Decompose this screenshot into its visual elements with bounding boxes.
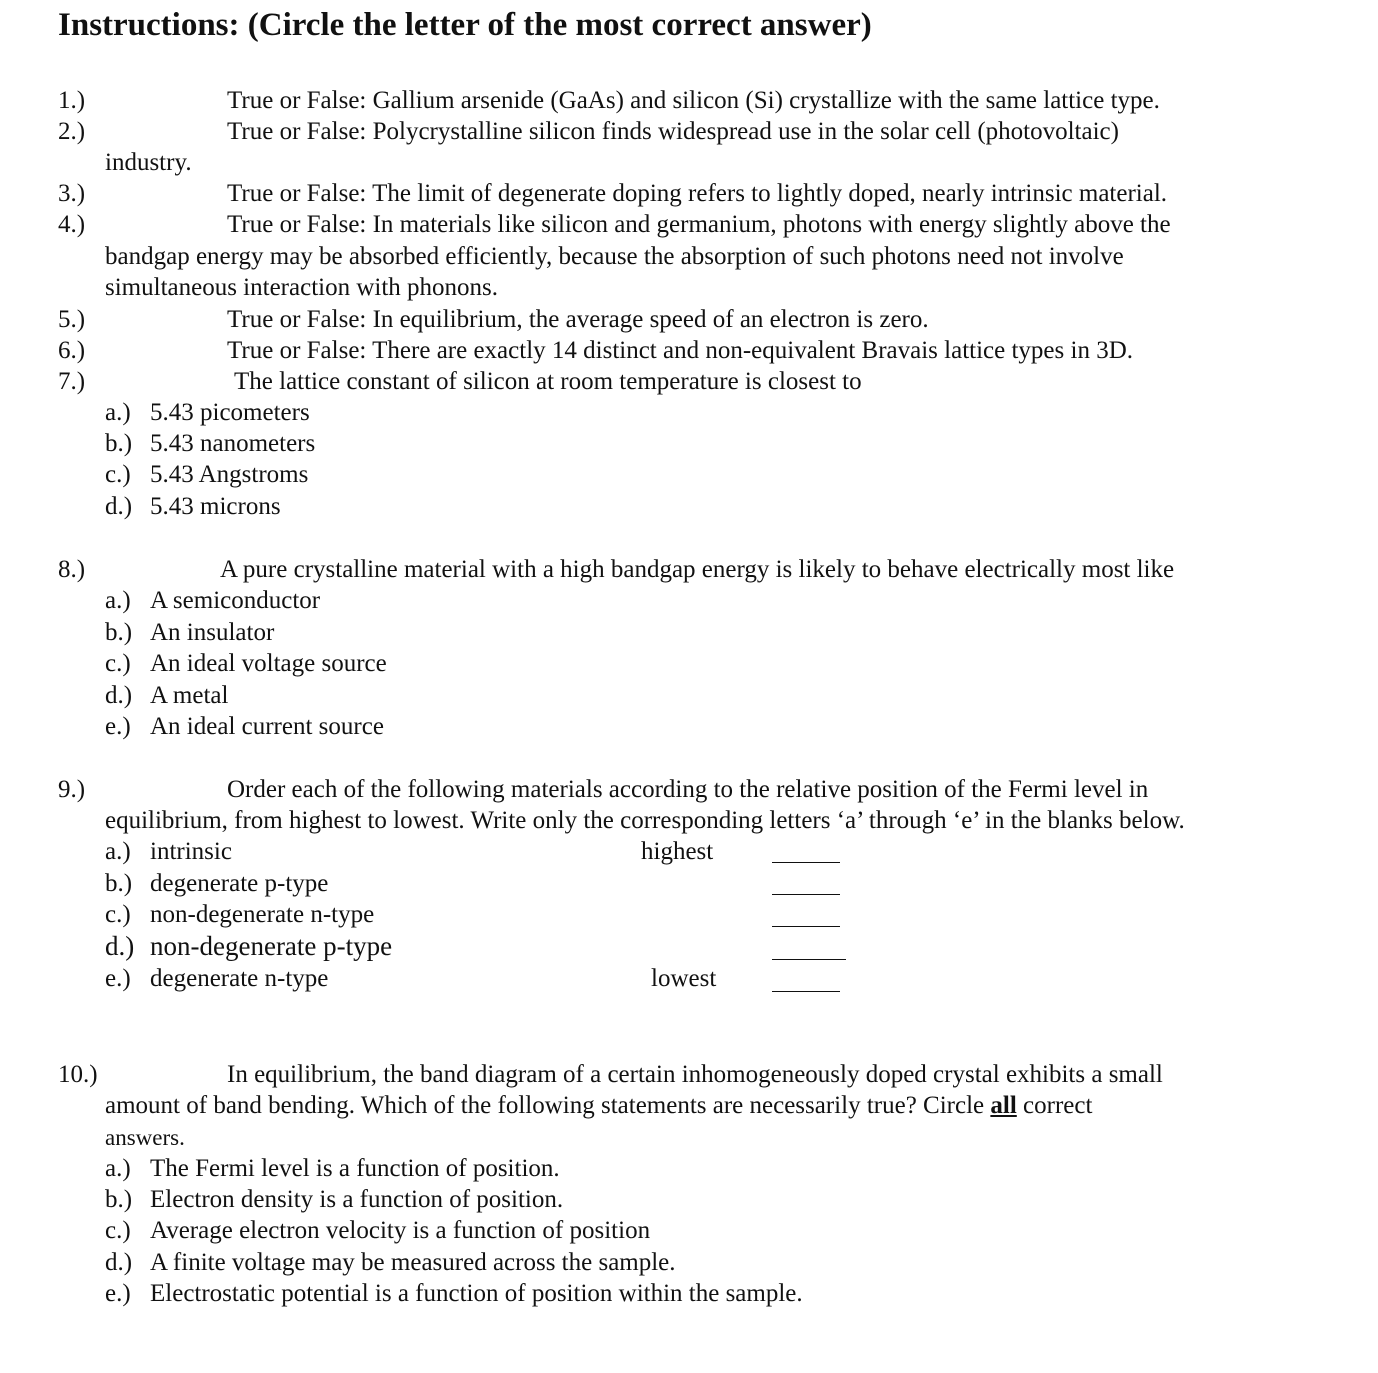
q9-continuation: equilibrium, from highest to lowest. Write only the corresponding letters ‘a’ through ‘e’ in the blanks below. xyxy=(105,807,1185,834)
q6-text: True or False: There are exactly 14 distinct and non-equivalent Bravais lattice types in 3D. xyxy=(227,337,1134,364)
q1-text: True or False: Gallium arsenide (GaAs) and silicon (Si) crystallize with the same lattice type. xyxy=(227,87,1160,114)
option-text: Electron density is a function of position. xyxy=(150,1186,564,1213)
option-text: 5.43 Angstroms xyxy=(150,461,309,488)
option-letter[interactable]: d.) xyxy=(105,493,133,520)
option-letter[interactable]: d.) xyxy=(105,682,133,709)
q9-number: 9.) xyxy=(58,776,86,803)
answer-blank[interactable] xyxy=(772,991,840,992)
option-text: non-degenerate p-type xyxy=(150,931,393,961)
option-letter[interactable]: c.) xyxy=(105,461,131,488)
q4-number: 4.) xyxy=(58,211,86,238)
option-letter: d.) xyxy=(105,931,135,961)
option-text: The Fermi level is a function of position. xyxy=(150,1155,560,1182)
q10-emphasis: all xyxy=(990,1092,1017,1119)
option-text: An insulator xyxy=(150,619,275,646)
option-text: Electrostatic potential is a function of position within the sample. xyxy=(150,1280,803,1307)
q10-text: In equilibrium, the band diagram of a certain inhomogeneously doped crystal exhibits a small xyxy=(227,1061,1163,1088)
q8-number: 8.) xyxy=(58,556,86,583)
q7-text: The lattice constant of silicon at room temperature is closest to xyxy=(234,368,862,395)
option-text: A semiconductor xyxy=(150,587,321,614)
option-text: 5.43 nanometers xyxy=(150,430,316,457)
answer-blank[interactable] xyxy=(772,894,840,895)
q9-text: Order each of the following materials according to the relative position of the Fermi level in xyxy=(227,776,1149,803)
option-letter: c.) xyxy=(105,901,131,928)
highest-label: highest xyxy=(641,838,714,865)
option-text: non-degenerate n-type xyxy=(150,901,375,928)
option-letter[interactable]: d.) xyxy=(105,1249,133,1276)
option-text: An ideal voltage source xyxy=(150,650,387,677)
option-letter[interactable]: b.) xyxy=(105,619,133,646)
answer-blank[interactable] xyxy=(772,926,840,927)
option-letter: e.) xyxy=(105,965,131,992)
option-letter[interactable]: c.) xyxy=(105,650,131,677)
q10-cont-pre: amount of band bending. Which of the following statements are necessarily true? Circle xyxy=(105,1092,991,1119)
q2-text: True or False: Polycrystalline silicon finds widespread use in the solar cell (photovoltaic) xyxy=(227,118,1119,145)
q10-continuation-2: answers. xyxy=(105,1125,185,1150)
q10-cont-post: correct xyxy=(1016,1092,1093,1119)
q4-continuation-1: bandgap energy may be absorbed efficiently, because the absorption of such photons need not involve xyxy=(105,243,1124,270)
answer-blank[interactable] xyxy=(772,862,840,863)
q10-number: 10.) xyxy=(58,1061,98,1088)
page-title: Instructions: (Circle the letter of the most correct answer) xyxy=(58,7,872,43)
q6-number: 6.) xyxy=(58,337,86,364)
lowest-label: lowest xyxy=(651,965,717,992)
option-text: A finite voltage may be measured across the sample. xyxy=(150,1249,676,1276)
q2-number: 2.) xyxy=(58,118,86,145)
q4-continuation-2: simultaneous interaction with phonons. xyxy=(105,274,499,301)
q1-number: 1.) xyxy=(58,87,86,114)
option-letter[interactable]: b.) xyxy=(105,1186,133,1213)
q3-text: True or False: The limit of degenerate doping refers to lightly doped, nearly intrinsic material. xyxy=(227,180,1168,207)
option-text: degenerate p-type xyxy=(150,870,329,897)
option-text: 5.43 picometers xyxy=(150,399,310,426)
option-letter[interactable]: b.) xyxy=(105,430,133,457)
option-letter[interactable]: a.) xyxy=(105,587,131,614)
option-letter: a.) xyxy=(105,838,131,865)
q10-continuation xyxy=(105,1090,1092,1121)
option-letter[interactable]: e.) xyxy=(105,713,131,740)
option-letter[interactable]: a.) xyxy=(105,399,131,426)
q8-text: A pure crystalline material with a high bandgap energy is likely to behave electrically most like xyxy=(220,556,1175,583)
answer-blank[interactable] xyxy=(772,959,846,960)
option-letter[interactable]: e.) xyxy=(105,1280,131,1307)
option-text: degenerate n-type xyxy=(150,965,329,992)
q7-number: 7.) xyxy=(58,368,86,395)
option-letter[interactable]: a.) xyxy=(105,1155,131,1182)
q3-number: 3.) xyxy=(58,180,86,207)
q5-text: True or False: In equilibrium, the average speed of an electron is zero. xyxy=(227,306,929,333)
option-letter[interactable]: c.) xyxy=(105,1217,131,1244)
q2-continuation: industry. xyxy=(105,149,192,176)
q4-text: True or False: In materials like silicon and germanium, photons with energy slightly above the xyxy=(227,211,1171,238)
option-text: An ideal current source xyxy=(150,713,384,740)
option-text: Average electron velocity is a function of position xyxy=(150,1217,651,1244)
option-text: intrinsic xyxy=(150,838,232,865)
option-letter: b.) xyxy=(105,870,133,897)
option-text: A metal xyxy=(150,682,229,709)
option-text: 5.43 microns xyxy=(150,493,281,520)
q5-number: 5.) xyxy=(58,306,86,333)
